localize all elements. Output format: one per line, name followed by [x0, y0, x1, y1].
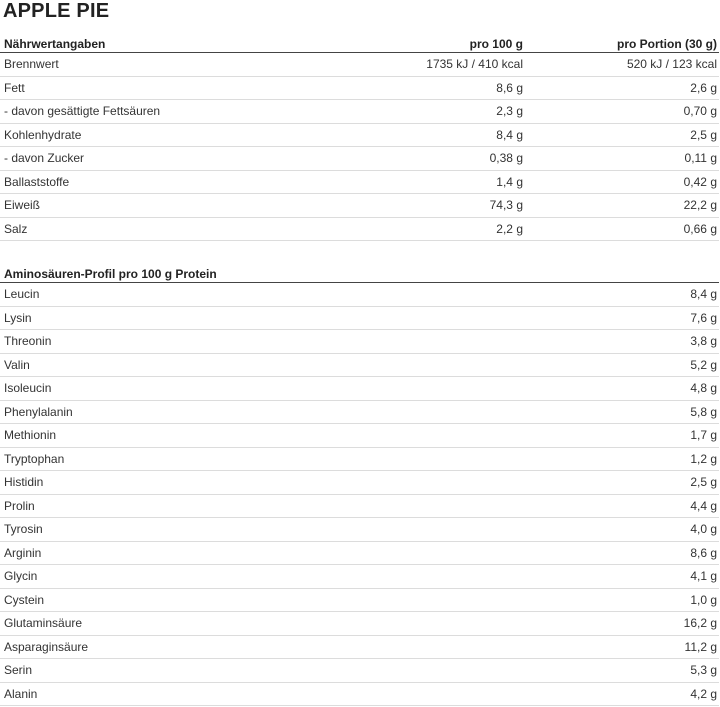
- amino-acid-value: 4,0 g: [520, 518, 719, 542]
- amino-row: [0, 659, 719, 683]
- value-per-portion: 0,70 g: [525, 100, 719, 124]
- amino-row: [0, 306, 719, 330]
- amino-row: [0, 494, 719, 518]
- nutrition-row: [0, 170, 719, 194]
- amino-acid-table: [0, 264, 719, 706]
- nutrition-header-row: [0, 34, 719, 53]
- nutrition-row: [0, 147, 719, 171]
- nutrition-row: [0, 76, 719, 100]
- value-per-100g: 8,6 g: [320, 76, 525, 100]
- nutrition-row: [0, 100, 719, 124]
- amino-acid-name: Asparaginsäure: [0, 635, 520, 659]
- amino-acid-name: Valin: [0, 353, 520, 377]
- amino-row: [0, 471, 719, 495]
- nutrition-row: [0, 53, 719, 77]
- amino-acid-value: 7,6 g: [520, 306, 719, 330]
- value-per-100g: 8,4 g: [320, 123, 525, 147]
- nutrient-name: Brennwert: [0, 53, 320, 77]
- value-per-portion: 0,11 g: [525, 147, 719, 171]
- value-per-portion: 2,5 g: [525, 123, 719, 147]
- value-per-portion: 0,66 g: [525, 217, 719, 241]
- amino-acid-value: 11,2 g: [520, 635, 719, 659]
- amino-row: [0, 565, 719, 589]
- amino-acid-value: 5,3 g: [520, 659, 719, 683]
- nutrient-name: Ballaststoffe: [0, 170, 320, 194]
- amino-acid-value: 5,2 g: [520, 353, 719, 377]
- amino-acid-value: 1,2 g: [520, 447, 719, 471]
- nutrition-header-label: Nährwertangaben: [0, 34, 320, 53]
- amino-header-row: [0, 264, 719, 283]
- value-per-100g: 2,3 g: [320, 100, 525, 124]
- amino-acid-name: Prolin: [0, 494, 520, 518]
- amino-acid-name: Serin: [0, 659, 520, 683]
- value-per-portion: 0,42 g: [525, 170, 719, 194]
- amino-acid-name: Glutaminsäure: [0, 612, 520, 636]
- amino-row: [0, 400, 719, 424]
- value-per-100g: 1735 kJ / 410 kcal: [320, 53, 525, 77]
- value-per-100g: 2,2 g: [320, 217, 525, 241]
- amino-acid-value: 8,4 g: [520, 283, 719, 307]
- amino-row: [0, 635, 719, 659]
- nutrient-name: - davon Zucker: [0, 147, 320, 171]
- amino-acid-name: Isoleucin: [0, 377, 520, 401]
- nutrient-name: Eiweiß: [0, 194, 320, 218]
- amino-row: [0, 330, 719, 354]
- amino-acid-value: 2,5 g: [520, 471, 719, 495]
- nutrition-header-per-100g: pro 100 g: [320, 34, 525, 53]
- amino-row: [0, 283, 719, 307]
- amino-acid-name: Arginin: [0, 541, 520, 565]
- value-per-100g: 74,3 g: [320, 194, 525, 218]
- amino-acid-value: 1,0 g: [520, 588, 719, 612]
- amino-acid-name: Lysin: [0, 306, 520, 330]
- nutrition-row: [0, 123, 719, 147]
- amino-acid-value: 8,6 g: [520, 541, 719, 565]
- nutrition-header-per-portion: pro Portion (30 g): [525, 34, 719, 53]
- amino-acid-value: 5,8 g: [520, 400, 719, 424]
- amino-row: [0, 541, 719, 565]
- amino-row: [0, 612, 719, 636]
- amino-acid-value: 4,1 g: [520, 565, 719, 589]
- amino-acid-name: Glycin: [0, 565, 520, 589]
- amino-row: [0, 353, 719, 377]
- nutrition-row: [0, 217, 719, 241]
- amino-row: [0, 518, 719, 542]
- value-per-portion: 2,6 g: [525, 76, 719, 100]
- value-per-100g: 1,4 g: [320, 170, 525, 194]
- amino-acid-value: 4,4 g: [520, 494, 719, 518]
- product-title: APPLE PIE: [3, 0, 110, 22]
- amino-row: [0, 424, 719, 448]
- amino-acid-name: Tyrosin: [0, 518, 520, 542]
- amino-acid-value: 1,7 g: [520, 424, 719, 448]
- amino-acid-value: 3,8 g: [520, 330, 719, 354]
- amino-row: [0, 377, 719, 401]
- amino-row: [0, 588, 719, 612]
- amino-acid-name: Methionin: [0, 424, 520, 448]
- nutrient-name: Kohlenhydrate: [0, 123, 320, 147]
- amino-acid-name: Histidin: [0, 471, 520, 495]
- amino-acid-name: Phenylalanin: [0, 400, 520, 424]
- nutrition-row: [0, 194, 719, 218]
- amino-acid-value: 4,8 g: [520, 377, 719, 401]
- value-per-100g: 0,38 g: [320, 147, 525, 171]
- amino-row: [0, 447, 719, 471]
- nutrient-name: - davon gesättigte Fettsäuren: [0, 100, 320, 124]
- nutrient-name: Fett: [0, 76, 320, 100]
- amino-acid-name: Leucin: [0, 283, 520, 307]
- nutrient-name: Salz: [0, 217, 320, 241]
- amino-acid-name: Threonin: [0, 330, 520, 354]
- value-per-portion: 22,2 g: [525, 194, 719, 218]
- amino-acid-name: Alanin: [0, 682, 520, 706]
- amino-acid-name: Cystein: [0, 588, 520, 612]
- nutrition-table: [0, 34, 719, 241]
- amino-acid-value: 16,2 g: [520, 612, 719, 636]
- amino-header-label: Aminosäuren-Profil pro 100 g Protein: [0, 264, 719, 283]
- amino-row: [0, 682, 719, 706]
- amino-acid-value: 4,2 g: [520, 682, 719, 706]
- amino-acid-name: Tryptophan: [0, 447, 520, 471]
- value-per-portion: 520 kJ / 123 kcal: [525, 53, 719, 77]
